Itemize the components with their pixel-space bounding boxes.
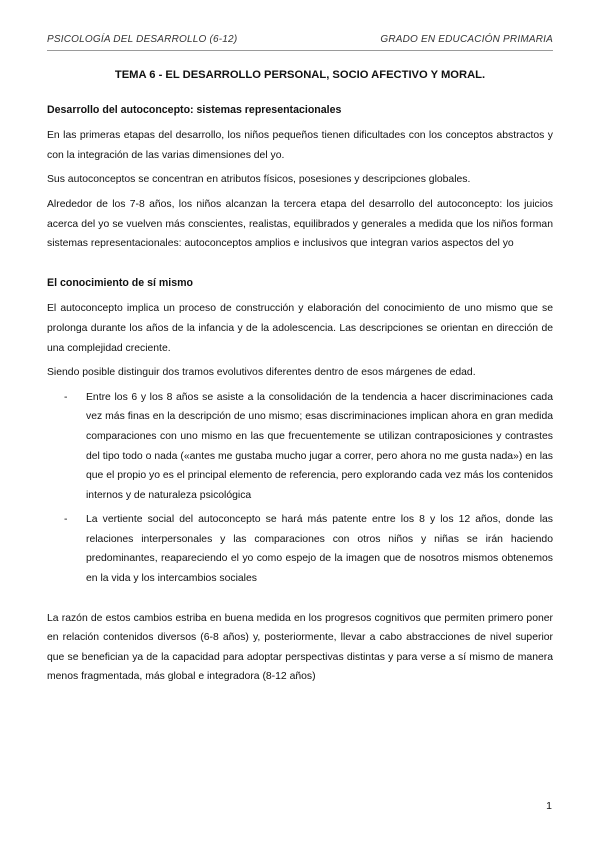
list-item — [47, 510, 553, 588]
header-degree: GRADO EN EDUCACIÓN PRIMARIA — [380, 34, 553, 45]
paragraph: Siendo posible distinguir dos tramos evolutivos diferentes dentro de esos márgenes de edad. — [47, 367, 476, 379]
paragraph: Sus autoconceptos se concentran en atributos físicos, posesiones y descripciones globales. — [47, 174, 471, 186]
section-heading-autoconcepto: Desarrollo del autoconcepto: sistemas representacionales — [47, 103, 342, 116]
header-course: PSICOLOGÍA DEL DESARROLLO (6-12) — [47, 34, 238, 45]
paragraph: Alrededor de los 7-8 años, los niños alcanzan la tercera etapa del desarrollo del autoconcepto: los juicios acerca del yo se vuelven más conscientes, realistas, equilibrados y generales a medida que los niños forman sistemas representacionales: autoconceptos amplios e inclusivos que integran varios aspectos del yo — [47, 198, 553, 250]
document-title: TEMA 6 - EL DESARROLLO PERSONAL, SOCIO AFECTIVO Y MORAL. — [114, 69, 486, 81]
closing-paragraph: La razón de estos cambios estriba en buena medida en los progresos cognitivos que permiten primero poner en relación contenidos diversos (6-8 años) y, posteriormente, llevar a cabo abstracciones de nivel superior que se benefician ya de la capacidad para adoptar perspectivas distintas y para verse a sí mismo de manera menos fragmentada, más global e integradora (8-12 años) — [47, 612, 553, 683]
paragraph: En las primeras etapas del desarrollo, los niños pequeños tienen dificultades con los conceptos abstractos y con la integración de las varias dimensiones del yo. — [47, 130, 553, 161]
document-body — [47, 66, 553, 692]
bullet-list — [47, 388, 553, 589]
list-item-text: Entre los 6 y los 8 años se asiste a la consolidación de la tendencia a hacer discriminaciones cada vez más finas en la descripción de uno mismo; esas discriminaciones implican ahora en gran medida comparaciones con uno mismo en las que frecuentemente se utilizan contraposiciones y contrastes del tipo todo o nada («antes me gustaba mucho jugar a correr, pero ahora no me gusta nada») en las que el propio yo es el principal elemento de referencia, pero explorando cada vez más los contenidos internos y de naturaleza psicológica — [86, 391, 553, 501]
bullet-dash: - — [64, 514, 68, 526]
bullet-dash: - — [64, 391, 68, 403]
page-number: 1 — [546, 800, 552, 812]
paragraph: El autoconcepto implica un proceso de construcción y elaboración del conocimiento de uno mismo que se prolonga durante los años de la infancia y de la adolescencia. Las descripciones se orientan en dirección de una complejidad creciente. — [47, 303, 553, 354]
section-heading-conocimiento: El conocimiento de sí mismo — [47, 276, 193, 289]
list-item-text: La vertiente social del autoconcepto se hará más patente entre los 8 y los 12 años, donde las relaciones interpersonales y las comparaciones con otros niños y niñas se irán haciendo predominantes, reapareciendo el yo como espejo de la imagen que de nosotros mismos obtenemos en la vida y los intercambios sociales — [86, 514, 553, 585]
page-header — [47, 34, 553, 51]
list-item — [47, 388, 553, 506]
